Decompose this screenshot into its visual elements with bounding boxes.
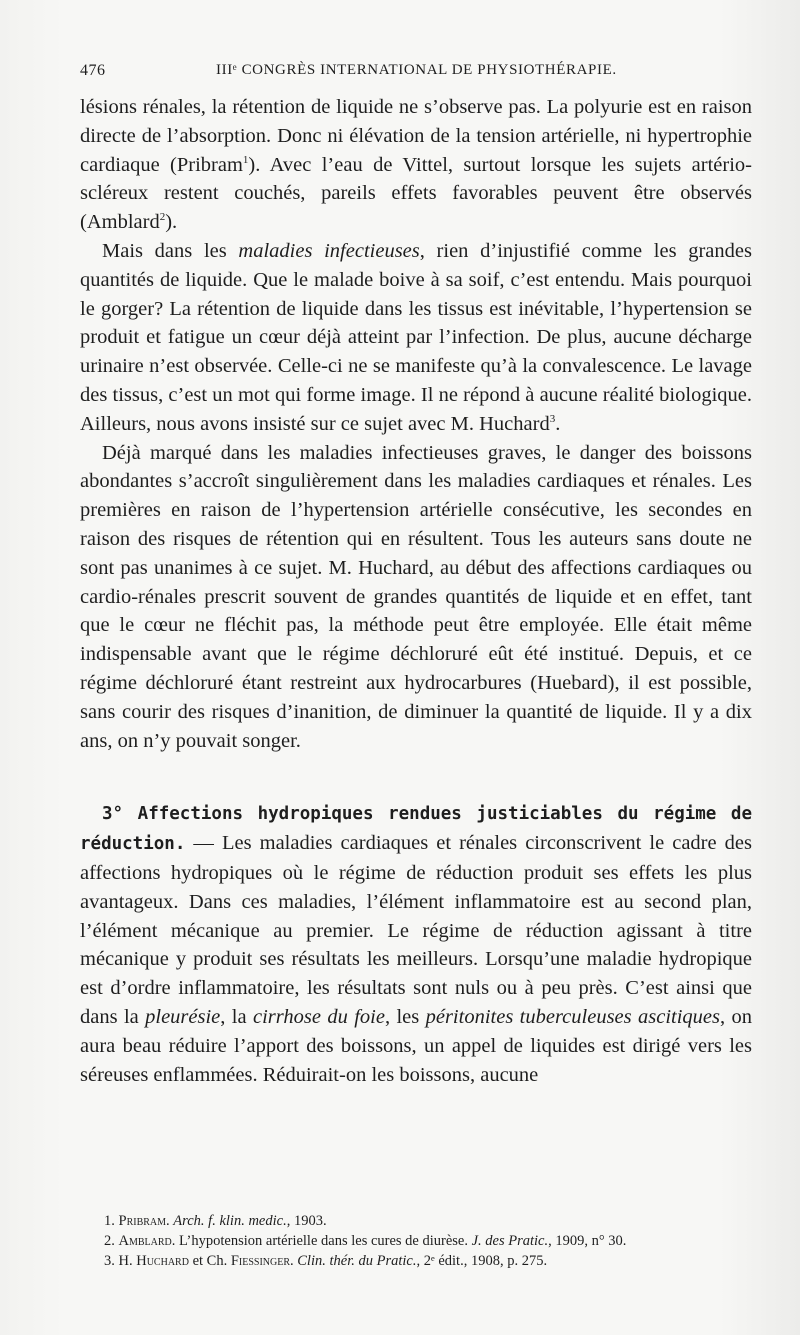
emphasis-peritonites: péritonites tuberculeuses ascitiques [425, 1005, 721, 1028]
footnote-ref-3: 3 [549, 412, 556, 425]
footnote-author: Amblard. [118, 1233, 176, 1249]
running-title: IIIᵉ CONGRÈS INTERNATIONAL DE PHYSIOTHÉRAPIE. [216, 62, 617, 78]
footnotes [104, 1211, 756, 1271]
paragraph-4: 3° Affections hydropiques rendues justiciables du régime de réduction. — Les maladies cardiaques et rénales circonscrivent le cadre des affections hydropiques où le régime de réduction produit ses effets les plus avantageux. Dans ces maladies, l’élément inflammatoire est au second plan, l’élément mécanique au premier. Le régime de réduction agissant à titre mécanique y produit ses résultats les meilleurs. Lorsqu’une maladie hydropique est d’ordre inflammatoire, les résultats sont nuls ou à peu près. C’est ainsi que dans la pleurésie, la cirrhose du foie, les péritonites tuberculeuses ascitiques, on aura beau réduire l’apport des boissons, un appel de liquides est dirigé vers les séreuses enflammées. Réduirait-on les boissons, aucune [80, 804, 753, 1086]
emphasis-pleuresie: pleurésie [145, 1005, 221, 1028]
page-header [80, 62, 760, 86]
footnote-author: Huchard [136, 1253, 189, 1269]
footnote-3: 3. H. Huchard et Ch. Fiessinger. Clin. thér. du Pratic., 2ᵉ édit., 1908, p. 275. [104, 1253, 548, 1269]
emphasis-maladies-infectieuses: maladies infectieuses [238, 239, 420, 262]
footnote-ref-2: 2 [159, 211, 166, 224]
page-number: 476 [80, 62, 106, 79]
section-heading: 3° Affections hydropiques rendues justiciables du régime de réduction. [80, 804, 752, 855]
section-spacer [80, 755, 752, 799]
footnote-1: 1. Pribram. Arch. f. klin. medic., 1903. [104, 1213, 327, 1229]
paragraph-2: Mais dans les maladies infectieuses, rien d’injustifié comme les grandes quantités de liquide. Que le malade boive à sa soif, c’est entendu. Mais pourquoi le gorger? La rétention de liquide dans les tissus est inévitable, l’hypertension se produit et fatigue un cœur déjà atteint par l’infection. De plus, aucune décharge urinaire n’est observée. Celle-ci ne se manifeste qu’à la convalescence. Le lavage des tissus, c’est un mot qui forme image. Il ne répond à aucune réalité biologique. Ailleurs, nous avons insisté sur ce sujet avec M. Huchard$^3$. [80, 239, 752, 435]
footnote-author: Fiessinger. [230, 1253, 294, 1269]
paragraph-3: Déjà marqué dans les maladies infectieuses graves, le danger des boissons abondantes s’accroît singulièrement dans les maladies cardiaques et rénales. Les premières en raison de l’hypertension artérielle consécutive, les secondes en raison des risques de rétention qui en résultent. Tous les auteurs sans doute ne sont pas unanimes à ce sujet. M. Huchard, au début des affections cardiaques ou cardio-rénales prescrit souvent de grandes quantités de liquide et en effet, tant que le cœur ne fléchit pas, la méthode peut être employée. Elle était même indispensable avant que le régime déchloruré eût été institué. Depuis, et ce régime déchloruré étant restreint aux hydrocarbures (Huebard), il est possible, sans courir des risques d’inanition, de diminuer la quantité de liquide. Il y a dix ans, on n’y pouvait songer. [80, 441, 752, 752]
paragraph-1: lésions rénales, la rétention de liquide ne s’observe pas. La polyurie est en raison directe de l’absorption. Donc ni élévation de la tension artérielle, ni hypertrophie cardiaque (Pribram$^1$). Avec l’eau de Vittel, surtout lorsque les sujets artério-scléreux restent couchés, pareils effets favorables peuvent être observés (Amblard$^2$). [80, 96, 752, 234]
footnote-author: Pribram. [118, 1213, 170, 1229]
footnote-2: 2. Amblard. L’hypotension artérielle dans les cures de diurèse. J. des Pratic., 1909, n° 30. [104, 1233, 627, 1249]
emphasis-cirrhose: cirrhose du foie [252, 1005, 385, 1028]
body-text [80, 93, 752, 1089]
footnote-ref-1: 1 [242, 153, 249, 166]
